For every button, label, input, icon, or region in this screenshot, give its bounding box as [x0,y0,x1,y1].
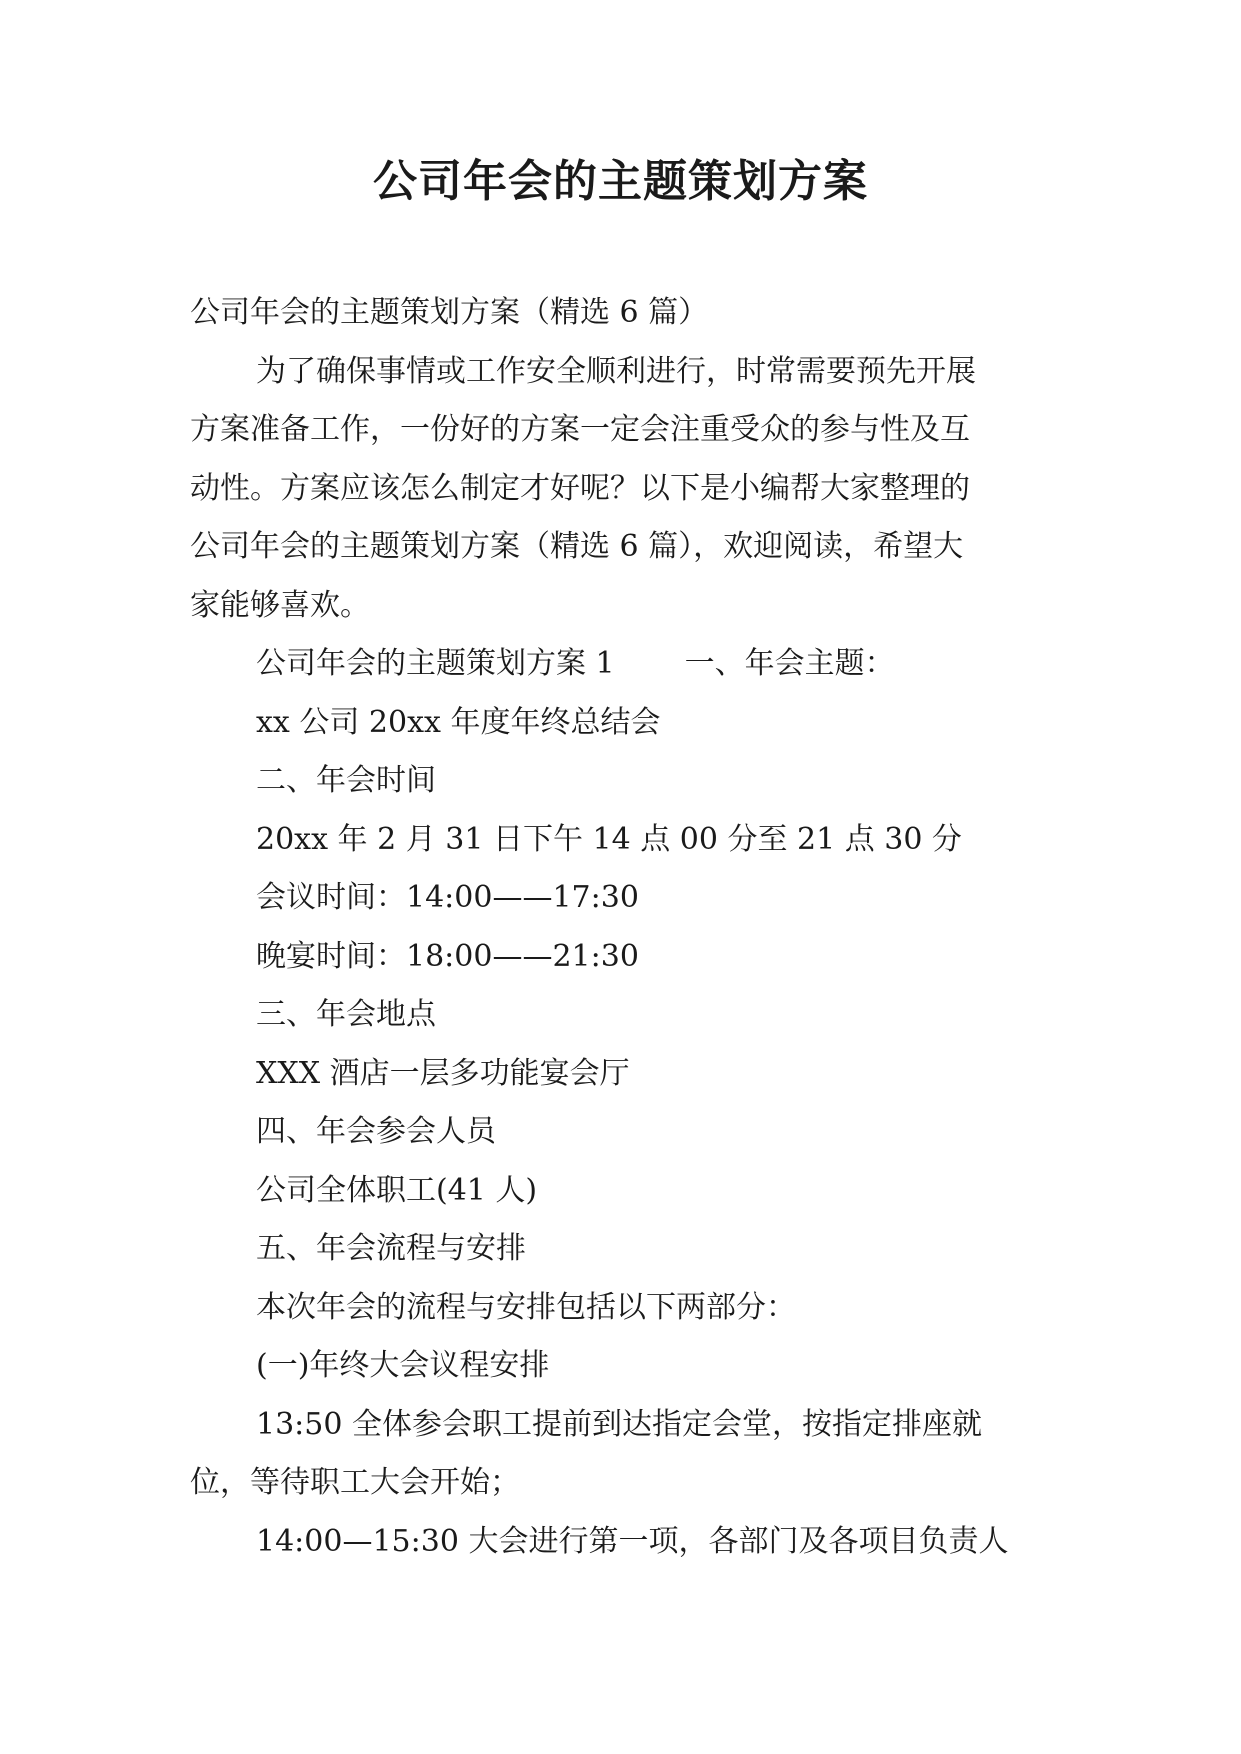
intro-line: 家能够喜欢。 [190,587,370,623]
process-intro: 本次年会的流程与安排包括以下两部分： [256,1289,796,1325]
theme-value: xx 公司 20xx 年度年终总结会 [256,704,661,740]
section-1-title: 公司年会的主题策划方案 1 [256,646,615,681]
document-title: 公司年会的主题策划方案 [373,156,868,207]
dinner-time: 晚宴时间：18:00——21:30 [256,938,639,974]
document-subtitle: 公司年会的主题策划方案（精选 6 篇） [190,295,709,330]
venue-heading: 三、年会地点 [256,997,436,1032]
document-body [190,284,1050,1571]
intro-line: 公司年会的主题策划方案（精选 6 篇），欢迎阅读，希望大 [190,529,964,564]
time-heading: 二、年会时间 [256,763,436,798]
meeting-time: 会议时间：14:00——17:30 [256,880,639,915]
agenda-item-1-line-2: 位，等待职工大会开始； [190,1465,520,1500]
attendees-value: 公司全体职工(41 人) [256,1172,538,1208]
intro-line: 为了确保事情或工作安全顺利进行，时常需要预先开展 [256,353,976,389]
agenda-heading: (一)年终大会议程安排 [256,1348,550,1383]
intro-line: 动性。方案应该怎么制定才好呢？以下是小编帮大家整理的 [190,470,970,506]
process-heading: 五、年会流程与安排 [256,1231,526,1266]
venue-value: XXX 酒店一层多功能宴会厅 [256,1055,630,1091]
intro-paragraph [190,343,1050,636]
agenda-item-1-line-1: 13:50 全体参会职工提前到达指定会堂，按指定排座就 [256,1406,982,1442]
attendees-heading: 四、年会参会人员 [256,1114,496,1149]
time-value: 20xx 年 2 月 31 日下午 14 点 00 分至 21 点 30 分 [256,821,962,857]
section-1-heading-line [190,635,1050,694]
intro-line: 方案准备工作，一份好的方案一定会注重受众的参与性及互 [190,412,970,447]
agenda-item-2-line-1: 14:00—15:30 大会进行第一项，各部门及各项目负责人 [256,1523,1009,1559]
theme-heading: 一、年会主题： [684,646,895,681]
